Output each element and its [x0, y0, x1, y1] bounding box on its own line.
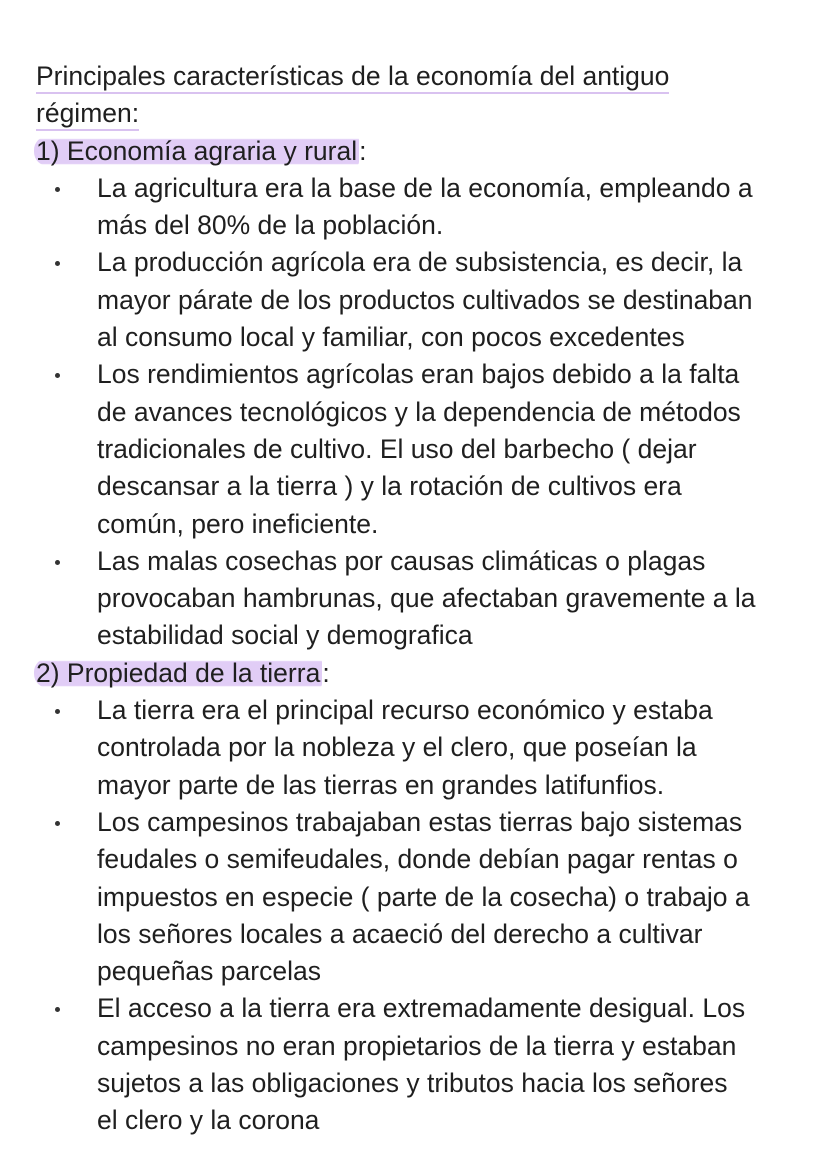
text-line: controlada por la nobleza y el clero, que poseían la: [97, 732, 697, 763]
text-line: sujetos a las obligaciones y tributos hacia los señores: [97, 1068, 728, 1099]
text-line: mayor párate de los productos cultivados se destinaban: [97, 284, 753, 315]
text-line: feudales o semifeudales, donde debían pagar rentas o: [97, 844, 738, 875]
text-line: al consumo local y familiar, con pocos excedentes: [97, 322, 685, 353]
list-item: [36, 356, 798, 542]
heading-suffix-2: :: [322, 657, 330, 688]
title-text-1: Principales características de la economía del antiguo: [36, 61, 669, 94]
text-line: campesinos no eran propietarios de la tierra y estaban: [97, 1030, 737, 1061]
bullet-dot-icon: [55, 709, 60, 714]
text-line: estabilidad social y demografica: [97, 620, 473, 651]
bullet-dot-icon: [55, 261, 60, 266]
bullet-dot-icon: [55, 373, 60, 378]
text-line: La tierra era el principal recurso económico y estaba: [97, 695, 713, 726]
text-line: pequeñas parcelas: [97, 956, 321, 987]
title-text-2: régimen:: [36, 98, 139, 131]
list-item: [36, 692, 798, 804]
text-line: más del 80% de la población.: [97, 210, 444, 241]
heading-suffix-1: :: [359, 135, 367, 166]
list-item: [36, 244, 798, 356]
bullet-dot-icon: [55, 560, 60, 565]
list-item: [36, 543, 798, 655]
list-item-text: [97, 804, 798, 990]
section-heading-2: [36, 655, 798, 692]
list-item: [36, 170, 798, 245]
list-item-text: [97, 692, 798, 804]
bullet-dot-icon: [55, 821, 60, 826]
section-heading-1: [36, 133, 798, 170]
list-item-text: [97, 170, 798, 245]
text-line: los señores locales a acaeció del derecho a cultivar: [97, 918, 703, 949]
list-item-text: [97, 543, 798, 655]
list-item-text: [97, 990, 798, 1139]
title-line-2: [36, 95, 798, 132]
bullet-dot-icon: [55, 187, 60, 192]
list-item: [36, 990, 798, 1139]
text-line: Los campesinos trabajaban estas tierras bajo sistemas: [97, 806, 743, 837]
text-line: común, pero ineficiente.: [97, 508, 379, 539]
list-item-text: [97, 356, 798, 542]
text-line: el clero y la corona: [97, 1105, 320, 1136]
text-line: mayor parte de las tierras en grandes latifunfios.: [97, 769, 665, 800]
heading-highlight-1: 1) Economía agraria y rural: [36, 135, 358, 166]
list-item-text: [97, 244, 798, 356]
text-line: descansar a la tierra ) y la rotación de cultivos era: [97, 471, 682, 502]
text-line: Las malas cosechas por causas climáticas o plagas: [97, 545, 706, 576]
text-line: provocaban hambrunas, que afectaban gravemente a la: [97, 583, 756, 614]
bullet-dot-icon: [55, 1007, 60, 1012]
list-item: [36, 804, 798, 990]
text-line: tradicionales de cultivo. El uso del barbecho ( dejar: [97, 433, 697, 464]
text-line: La agricultura era la base de la economía, empleando a: [97, 172, 753, 203]
title-line-1: [36, 58, 798, 95]
bullet-list-1: [36, 170, 798, 655]
text-line: El acceso a la tierra era extremadamente desigual. Los: [97, 993, 746, 1024]
text-line: de avances tecnológicos y la dependencia de métodos: [97, 396, 741, 427]
text-line: La producción agrícola era de subsistencia, es decir, la: [97, 247, 743, 278]
heading-highlight-2: 2) Propiedad de la tierra: [36, 657, 321, 688]
bullet-list-2: [36, 692, 798, 1140]
text-line: impuestos en especie ( parte de la cosecha) o trabajo a: [97, 881, 750, 912]
text-line: Los rendimientos agrícolas eran bajos debido a la falta: [97, 359, 740, 390]
